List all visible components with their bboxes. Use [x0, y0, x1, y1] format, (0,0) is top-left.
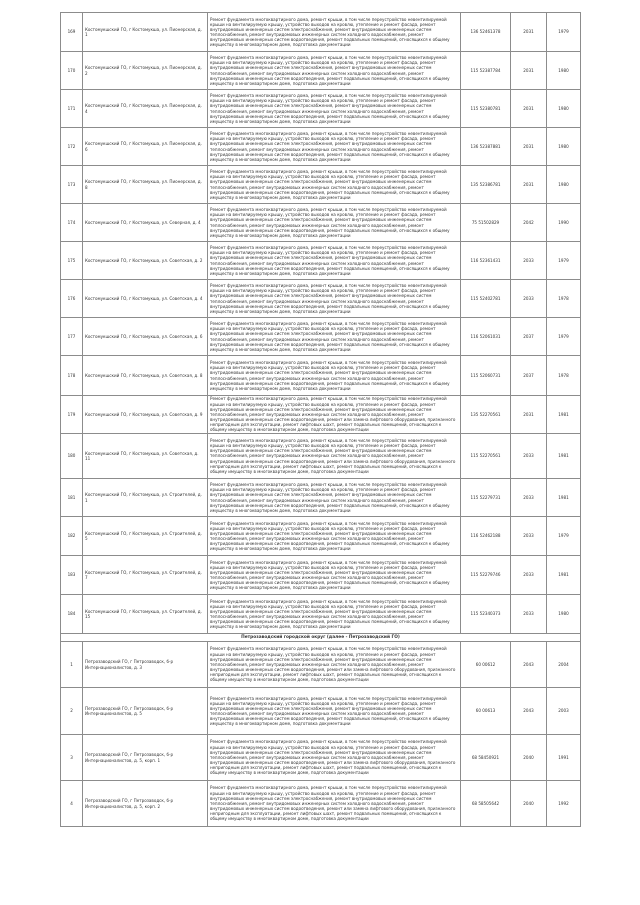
planned-year-cell: 2033 — [511, 517, 547, 556]
works-cell: Ремонт фундамента многоквартирного дома, ремонт крыши, в том числе переустройство невентилируемой крыши на вентилируемую крышу, устройство выходов на кровлю, утепление и ремонт фасада, ремонт внутридомовых инженерных систем электроснабжения, ремонт внутридомовых инженерных систем теплоснабжения, ремонт внутридомовых инженерных систем холодного водоснабжения, ремонт внутридомовых инженерных систем водоотведения, ремонт подвальных помещений, относящихся к общему имуществу в многоквартирном доме, подготовка документации — [208, 204, 461, 242]
address-cell: Костомукшский ГО, г Костомукша, ул. Пионерская, д. 4 — [83, 90, 208, 128]
planned-year-cell: 2037 — [511, 318, 547, 356]
build-year-cell: 1980 — [547, 128, 581, 166]
row-number: 175 — [61, 242, 83, 280]
works-cell: Ремонт фундамента многоквартирного дома, ремонт крыши, в том числе переустройство невентилируемой крыши на вентилируемую крышу, устройство выходов на кровлю, утепление и ремонт фасада, ремонт внутридомовых инженерных систем электроснабжения, ремонт внутридомовых инженерных систем теплоснабжения, ремонт внутридомовых инженерных систем холодного водоснабжения, ремонт внутридомовых инженерных систем водоотведения, ремонт подвальных помещений, относящихся к общему имуществу в многоквартирном доме, подготовка документации — [208, 517, 461, 556]
row-number: 178 — [61, 356, 83, 396]
table-row — [61, 242, 581, 280]
address-cell: Костомукшский ГО, г Костомукша, ул. Советская, д. 11 — [83, 434, 208, 479]
row-number: 177 — [61, 318, 83, 356]
row-number: 180 — [61, 434, 83, 479]
row-number: 183 — [61, 556, 83, 595]
table-row — [61, 556, 581, 595]
row-number: 181 — [61, 479, 83, 517]
address-cell: Петрозаводский ГО, г Петрозаводск, б-р Интернационалистов, д. 5 — [83, 688, 208, 735]
works-cell: Ремонт фундамента многоквартирного дома, ремонт крыши, в том числе переустройство невентилируемой крыши на вентилируемую крышу, устройство выходов на кровлю, утепление и ремонт фасада, ремонт внутридомовых инженерных систем электроснабжения, ремонт внутридомовых инженерных систем теплоснабжения, ремонт внутридомовых инженерных систем холодного водоснабжения, ремонт внутридомовых инженерных систем водоотведения, ремонт подвальных помещений, относящихся к общему имуществу в многоквартирном доме, подготовка документации — [208, 52, 461, 90]
address-cell: Костомукшский ГО, г Костомукша, ул. Пионерская, д. 8 — [83, 166, 208, 204]
table-row — [61, 90, 581, 128]
address-cell: Костомукшский ГО, г Костомукша, ул. Советская, д. 8 — [83, 356, 208, 396]
planned-year-cell: 2040 — [511, 781, 547, 827]
table-row — [61, 128, 581, 166]
build-year-cell: 1991 — [547, 735, 581, 781]
works-cell: Ремонт фундамента многоквартирного дома, ремонт крыши, в том числе переустройство невентилируемой крыши на вентилируемую крышу, устройство выходов на кровлю, утепление и ремонт фасада, ремонт внутридомовых инженерных систем электроснабжения, ремонт внутридомовых инженерных систем теплоснабжения, ремонт внутридомовых инженерных систем холодного водоснабжения, ремонт внутридомовых инженерных систем водоотведения, ремонт подвальных помещений, относящихся к общему имуществу в многоквартирном доме, подготовка документации — [208, 128, 461, 166]
address-cell: Костомукшский ГО, г Костомукша, ул. Строителей, д. 5 — [83, 517, 208, 556]
build-year-cell: 1979 — [547, 318, 581, 356]
build-year-cell: 1979 — [547, 13, 581, 52]
table-row — [61, 318, 581, 356]
address-cell: Костомукшский ГО, г Костомукша, ул. Пионерская, д. 1 — [83, 13, 208, 52]
cadastral-number-cell: 136 52461378 — [461, 13, 511, 52]
table-row — [61, 517, 581, 556]
planned-year-cell: 2031 — [511, 90, 547, 128]
cadastral-number-cell: 116 52462188 — [461, 517, 511, 556]
planned-year-cell: 2033 — [511, 280, 547, 318]
build-year-cell: 1981 — [547, 556, 581, 595]
works-cell: Ремонт фундамента многоквартирного дома, ремонт крыши, в том числе переустройство невентилируемой крыши на вентилируемую крышу, устройство выходов на кровлю, утепление и ремонт фасада, ремонт внутридомовых инженерных систем электроснабжения, ремонт внутридомовых инженерных систем теплоснабжения, ремонт внутридомовых инженерных систем холодного водоснабжения, ремонт внутридомовых инженерных систем водоотведения, ремонт подвальных помещений, относящихся к общему имуществу в многоквартирном доме, подготовка документации — [208, 688, 461, 735]
planned-year-cell: 2031 — [511, 166, 547, 204]
cadastral-number-cell: 115 52279731 — [461, 479, 511, 517]
cadastral-number-cell: 115 52402781 — [461, 280, 511, 318]
table-row — [61, 396, 581, 434]
cadastral-number-cell: 135 52270561 — [461, 396, 511, 434]
cadastral-number-cell: 60 00613 — [461, 688, 511, 735]
address-cell: Петрозаводский ГО, г Петрозаводск, б-р Интернационалистов, д. 3 — [83, 642, 208, 688]
planned-year-cell: 2031 — [511, 52, 547, 90]
address-cell: Костомукшский ГО, г Костомукша, ул. Строителей, д. 1 — [83, 479, 208, 517]
build-year-cell: 1979 — [547, 517, 581, 556]
cadastral-number-cell: 136 52387881 — [461, 128, 511, 166]
cadastral-number-cell: 115 52340373 — [461, 595, 511, 634]
address-cell: Костомукшский ГО, г Костомукша, ул. Строителей, д. 15 — [83, 595, 208, 634]
planned-year-cell: 2033 — [511, 595, 547, 634]
planned-year-cell: 2043 — [511, 688, 547, 735]
build-year-cell: 1980 — [547, 90, 581, 128]
planned-year-cell: 2040 — [511, 735, 547, 781]
table-body — [61, 13, 581, 827]
table-row — [61, 595, 581, 634]
build-year-cell: 1981 — [547, 396, 581, 434]
build-year-cell: 1990 — [547, 204, 581, 242]
works-cell: Ремонт фундамента многоквартирного дома, ремонт крыши, в том числе переустройство невентилируемой крыши на вентилируемую крышу, устройство выходов на кровлю, утепление и ремонт фасада, ремонт внутридомовых инженерных систем электроснабжения, ремонт внутридомовых инженерных систем теплоснабжения, ремонт внутридомовых инженерных систем холодного водоснабжения, ремонт внутридомовых инженерных систем водоотведения, ремонт или замена лифтового оборудования, признанного непригодным для эксплуатации, ремонт лифтовых шахт, ремонт подвальных помещений, относящихся к общему имуществу в многоквартирном доме, подготовка документации — [208, 642, 461, 688]
works-cell: Ремонт фундамента многоквартирного дома, ремонт крыши, в том числе переустройство невентилируемой крыши на вентилируемую крышу, устройство выходов на кровлю, утепление и ремонт фасада, ремонт внутридомовых инженерных систем электроснабжения, ремонт внутридомовых инженерных систем теплоснабжения, ремонт внутридомовых инженерных систем холодного водоснабжения, ремонт внутридомовых инженерных систем водоотведения, ремонт подвальных помещений, относящихся к общему имуществу в многоквартирном доме, подготовка документации — [208, 13, 461, 52]
planned-year-cell: 2031 — [511, 13, 547, 52]
address-cell: Костомукшский ГО, г Костомукша, ул. Советская, д. 6 — [83, 318, 208, 356]
build-year-cell: 1992 — [547, 781, 581, 827]
planned-year-cell: 2033 — [511, 479, 547, 517]
table-row — [61, 642, 581, 688]
works-cell: Ремонт фундамента многоквартирного дома, ремонт крыши, в том числе переустройство невентилируемой крыши на вентилируемую крышу, устройство выходов на кровлю, утепление и ремонт фасада, ремонт внутридомовых инженерных систем электроснабжения, ремонт внутридомовых инженерных систем теплоснабжения, ремонт внутридомовых инженерных систем холодного водоснабжения, ремонт внутридомовых инженерных систем водоотведения, ремонт подвальных помещений, относящихся к общему имуществу в многоквартирном доме, подготовка документации — [208, 595, 461, 634]
planned-year-cell: 2033 — [511, 556, 547, 595]
address-cell: Костомукшский ГО, г Костомукша, ул. Советская, д. 9 — [83, 396, 208, 434]
works-cell: Ремонт фундамента многоквартирного дома, ремонт крыши, в том числе переустройство невентилируемой крыши на вентилируемую крышу, устройство выходов на кровлю, утепление и ремонт фасада, ремонт внутридомовых инженерных систем электроснабжения, ремонт внутридомовых инженерных систем теплоснабжения, ремонт внутридомовых инженерных систем холодного водоснабжения, ремонт внутридомовых инженерных систем водоотведения, ремонт подвальных помещений, относящихся к общему имуществу в многоквартирном доме, подготовка документации — [208, 479, 461, 517]
table-row — [61, 688, 581, 735]
address-cell: Костомукшский ГО, г Костомукша, ул. Пионерская, д. 2 — [83, 52, 208, 90]
build-year-cell: 1978 — [547, 280, 581, 318]
address-cell: Костомукшский ГО, г Костомукша, ул. Северная, д. 4 — [83, 204, 208, 242]
row-number: 3 — [61, 735, 83, 781]
planned-year-cell: 2033 — [511, 242, 547, 280]
table-row — [61, 13, 581, 52]
table-row — [61, 434, 581, 479]
table-row — [61, 781, 581, 827]
row-number: 179 — [61, 396, 83, 434]
row-number: 184 — [61, 595, 83, 634]
cadastral-number-cell: 68 58505642 — [461, 781, 511, 827]
build-year-cell: 1980 — [547, 595, 581, 634]
row-number: 173 — [61, 166, 83, 204]
capital-repair-table — [60, 12, 581, 827]
row-number: 2 — [61, 688, 83, 735]
row-number: 176 — [61, 280, 83, 318]
row-number: 171 — [61, 90, 83, 128]
planned-year-cell: 2031 — [511, 396, 547, 434]
row-number: 172 — [61, 128, 83, 166]
works-cell: Ремонт фундамента многоквартирного дома, ремонт крыши, в том числе переустройство невентилируемой крыши на вентилируемую крышу, устройство выходов на кровлю, утепление и ремонт фасада, ремонт внутридомовых инженерных систем электроснабжения, ремонт внутридомовых инженерных систем теплоснабжения, ремонт внутридомовых инженерных систем холодного водоснабжения, ремонт внутридомовых инженерных систем водоотведения, ремонт подвальных помещений, относящихся к общему имуществу в многоквартирном доме, подготовка документации — [208, 242, 461, 280]
cadastral-number-cell: 115 52279746 — [461, 556, 511, 595]
address-cell: Костомукшский ГО, г Костомукша, ул. Строителей, д. 7 — [83, 556, 208, 595]
cadastral-number-cell: 135 52386781 — [461, 166, 511, 204]
works-cell: Ремонт фундамента многоквартирного дома, ремонт крыши, в том числе переустройство невентилируемой крыши на вентилируемую крышу, устройство выходов на кровлю, утепление и ремонт фасада, ремонт внутридомовых инженерных систем электроснабжения, ремонт внутридомовых инженерных систем теплоснабжения, ремонт внутридомовых инженерных систем холодного водоснабжения, ремонт внутридомовых инженерных систем водоотведения, ремонт подвальных помещений, относящихся к общему имуществу в многоквартирном доме, подготовка документации — [208, 318, 461, 356]
table-row — [61, 52, 581, 90]
row-number: 174 — [61, 204, 83, 242]
build-year-cell: 2004 — [547, 642, 581, 688]
works-cell: Ремонт фундамента многоквартирного дома, ремонт крыши, в том числе переустройство невентилируемой крыши на вентилируемую крышу, устройство выходов на кровлю, утепление и ремонт фасада, ремонт внутридомовых инженерных систем электроснабжения, ремонт внутридомовых инженерных систем теплоснабжения, ремонт внутридомовых инженерных систем холодного водоснабжения, ремонт внутридомовых инженерных систем водоотведения, ремонт подвальных помещений, относящихся к общему имуществу в многоквартирном доме, подготовка документации — [208, 556, 461, 595]
build-year-cell: 1978 — [547, 356, 581, 396]
cadastral-number-cell: 115 52060731 — [461, 356, 511, 396]
table-row — [61, 735, 581, 781]
address-cell: Костомукшский ГО, г Костомукша, ул. Советская, д. 4 — [83, 280, 208, 318]
cadastral-number-cell: 60 00612 — [461, 642, 511, 688]
works-cell: Ремонт фундамента многоквартирного дома, ремонт крыши, в том числе переустройство невентилируемой крыши на вентилируемую крышу, устройство выходов на кровлю, утепление и ремонт фасада, ремонт внутридомовых инженерных систем электроснабжения, ремонт внутридомовых инженерных систем теплоснабжения, ремонт внутридомовых инженерных систем холодного водоснабжения, ремонт внутридомовых инженерных систем водоотведения, ремонт или замена лифтового оборудования, признанного непригодным для эксплуатации, ремонт лифтовых шахт, ремонт подвальных помещений, относящихся к общему имуществу в многоквартирном доме, подготовка документации — [208, 396, 461, 434]
build-year-cell: 1980 — [547, 166, 581, 204]
address-cell: Петрозаводский ГО, г Петрозаводск, б-р Интернационалистов, д. 5, корп. 1 — [83, 735, 208, 781]
planned-year-cell: 2042 — [511, 204, 547, 242]
table-row — [61, 280, 581, 318]
cadastral-number-cell: 115 52387784 — [461, 52, 511, 90]
build-year-cell: 1981 — [547, 479, 581, 517]
works-cell: Ремонт фундамента многоквартирного дома, ремонт крыши, в том числе переустройство невентилируемой крыши на вентилируемую крышу, устройство выходов на кровлю, утепление и ремонт фасада, ремонт внутридомовых инженерных систем электроснабжения, ремонт внутридомовых инженерных систем теплоснабжения, ремонт внутридомовых инженерных систем холодного водоснабжения, ремонт внутридомовых инженерных систем водоотведения, ремонт или замена лифтового оборудования, признанного непригодным для эксплуатации, ремонт лифтовых шахт, ремонт подвальных помещений, относящихся к общему имуществу в многоквартирном доме, подготовка документации — [208, 735, 461, 781]
works-cell: Ремонт фундамента многоквартирного дома, ремонт крыши, в том числе переустройство невентилируемой крыши на вентилируемую крышу, устройство выходов на кровлю, утепление и ремонт фасада, ремонт внутридомовых инженерных систем электроснабжения, ремонт внутридомовых инженерных систем теплоснабжения, ремонт внутридомовых инженерных систем холодного водоснабжения, ремонт внутридомовых инженерных систем водоотведения, ремонт подвальных помещений, относящихся к общему имуществу в многоквартирном доме, подготовка документации — [208, 356, 461, 396]
table-row — [61, 479, 581, 517]
planned-year-cell: 2031 — [511, 128, 547, 166]
address-cell: Костомукшский ГО, г Костомукша, ул. Советская, д. 2 — [83, 242, 208, 280]
works-cell: Ремонт фундамента многоквартирного дома, ремонт крыши, в том числе переустройство невентилируемой крыши на вентилируемую крышу, устройство выходов на кровлю, утепление и ремонт фасада, ремонт внутридомовых инженерных систем электроснабжения, ремонт внутридомовых инженерных систем теплоснабжения, ремонт внутридомовых инженерных систем холодного водоснабжения, ремонт внутридомовых инженерных систем водоотведения, ремонт или замена лифтового оборудования, признанного непригодным для эксплуатации, ремонт лифтовых шахт, ремонт подвальных помещений, относящихся к общему имуществу в многоквартирном доме, подготовка документации — [208, 434, 461, 479]
planned-year-cell: 2033 — [511, 434, 547, 479]
cadastral-number-cell: 75 51502829 — [461, 204, 511, 242]
build-year-cell: 1980 — [547, 52, 581, 90]
planned-year-cell: 2043 — [511, 642, 547, 688]
address-cell: Костомукшский ГО, г Костомукша, ул. Пионерская, д. 6 — [83, 128, 208, 166]
cadastral-number-cell: 68 58450921 — [461, 735, 511, 781]
build-year-cell: 1981 — [547, 434, 581, 479]
table-row — [61, 356, 581, 396]
works-cell: Ремонт фундамента многоквартирного дома, ремонт крыши, в том числе переустройство невентилируемой крыши на вентилируемую крышу, устройство выходов на кровлю, утепление и ремонт фасада, ремонт внутридомовых инженерных систем электроснабжения, ремонт внутридомовых инженерных систем теплоснабжения, ремонт внутридомовых инженерных систем холодного водоснабжения, ремонт внутридомовых инженерных систем водоотведения, ремонт или замена лифтового оборудования, признанного непригодным для эксплуатации, ремонт лифтовых шахт, ремонт подвальных помещений, относящихся к общему имуществу в многоквартирном доме, подготовка документации — [208, 781, 461, 827]
section-title: Петрозаводский городской округ (далее - Петрозаводский ГО) — [61, 634, 581, 642]
table-row — [61, 204, 581, 242]
works-cell: Ремонт фундамента многоквартирного дома, ремонт крыши, в том числе переустройство невентилируемой крыши на вентилируемую крышу, устройство выходов на кровлю, утепление и ремонт фасада, ремонт внутридомовых инженерных систем электроснабжения, ремонт внутридомовых инженерных систем теплоснабжения, ремонт внутридомовых инженерных систем холодного водоснабжения, ремонт внутридомовых инженерных систем водоотведения, ремонт подвальных помещений, относящихся к общему имуществу в многоквартирном доме, подготовка документации — [208, 166, 461, 204]
section-header-row — [61, 634, 581, 642]
row-number: 170 — [61, 52, 83, 90]
address-cell: Петрозаводский ГО, г Петрозаводск, б-р Интернационалистов, д. 5, корп. 2 — [83, 781, 208, 827]
cadastral-number-cell: 115 52380781 — [461, 90, 511, 128]
cadastral-number-cell: 116 52361431 — [461, 242, 511, 280]
table-row — [61, 166, 581, 204]
row-number: 4 — [61, 781, 83, 827]
works-cell: Ремонт фундамента многоквартирного дома, ремонт крыши, в том числе переустройство невентилируемой крыши на вентилируемую крышу, устройство выходов на кровлю, утепление и ремонт фасада, ремонт внутридомовых инженерных систем электроснабжения, ремонт внутридомовых инженерных систем теплоснабжения, ремонт внутридомовых инженерных систем холодного водоснабжения, ремонт внутридомовых инженерных систем водоотведения, ремонт подвальных помещений, относящихся к общему имуществу в многоквартирном доме, подготовка документации — [208, 280, 461, 318]
build-year-cell: 2003 — [547, 688, 581, 735]
cadastral-number-cell: 116 52061031 — [461, 318, 511, 356]
planned-year-cell: 2037 — [511, 356, 547, 396]
row-number: 1 — [61, 642, 83, 688]
row-number: 169 — [61, 13, 83, 52]
cadastral-number-cell: 115 52270561 — [461, 434, 511, 479]
works-cell: Ремонт фундамента многоквартирного дома, ремонт крыши, в том числе переустройство невентилируемой крыши на вентилируемую крышу, устройство выходов на кровлю, утепление и ремонт фасада, ремонт внутридомовых инженерных систем электроснабжения, ремонт внутридомовых инженерных систем теплоснабжения, ремонт внутридомовых инженерных систем холодного водоснабжения, ремонт внутридомовых инженерных систем водоотведения, ремонт подвальных помещений, относящихся к общему имуществу в многоквартирном доме, подготовка документации — [208, 90, 461, 128]
row-number: 182 — [61, 517, 83, 556]
build-year-cell: 1979 — [547, 242, 581, 280]
